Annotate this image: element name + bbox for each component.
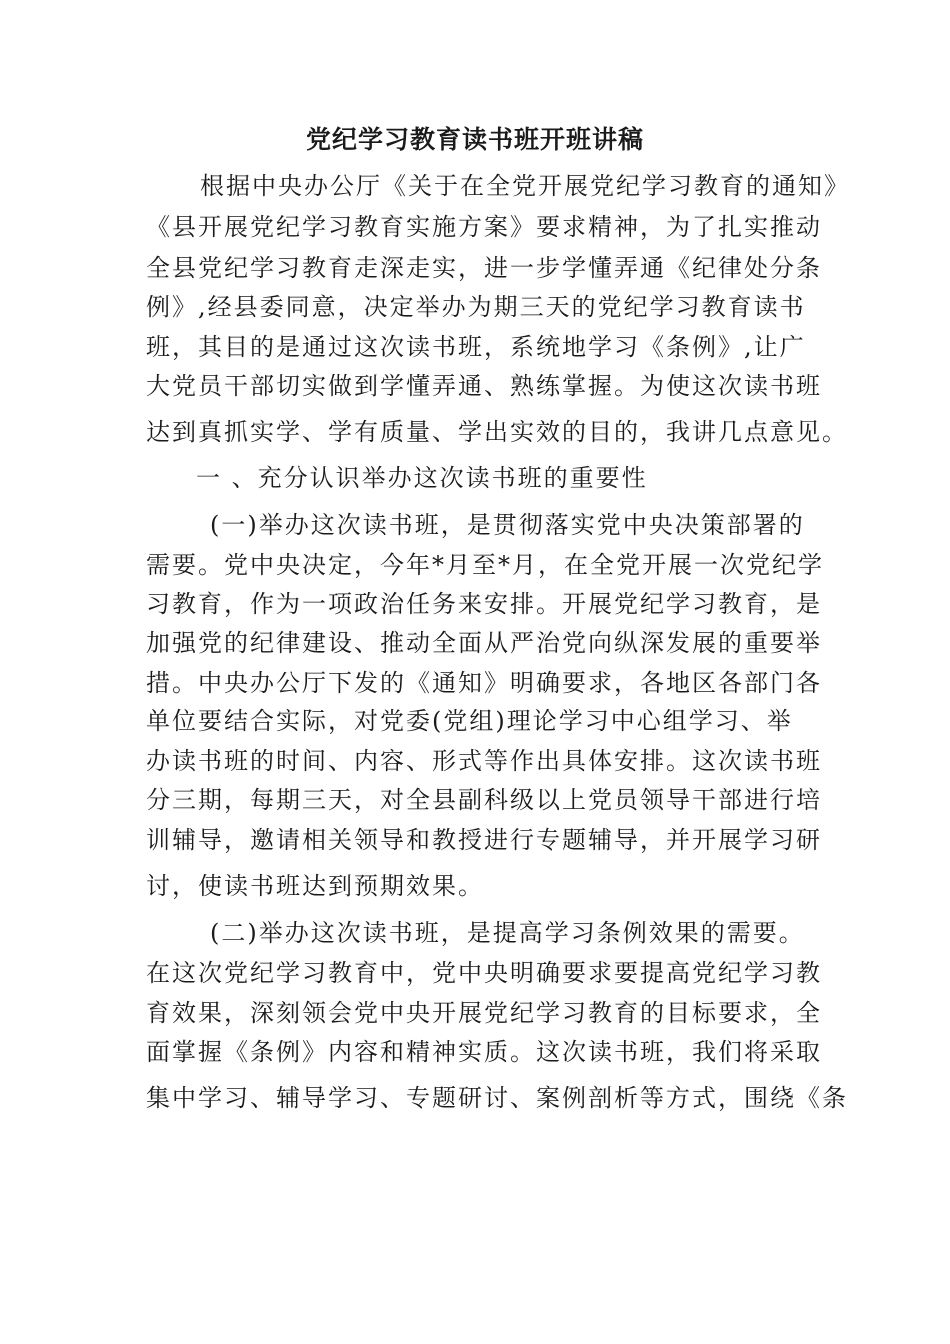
intro-line-5: 班，其目的是通过这次读书班，系统地学习《条例》,让广 [146,333,806,361]
sub1-line-5: 措。中央办公厅下发的《通知》明确要求，各地区各部门各 [146,669,822,697]
sub1-line-6: 单位要结合实际，对党委(党组)理论学习中心组学习、举 [146,707,793,735]
intro-line-2: 《县开展党纪学习教育实施方案》要求精神，为了扎实推动 [146,213,822,241]
intro-line-7: 达到真抓实学、学有质量、学出实效的目的，我讲几点意见。 [146,418,848,446]
sub1-line-9: 训辅导，邀请相关领导和教授进行专题辅导，并开展学习研 [146,826,822,854]
document-title: 党纪学习教育读书班开班讲稿 [305,125,644,154]
sub2-line-4: 面掌握《条例》内容和精神实质。这次读书班，我们将采取 [146,1038,822,1066]
section-1-heading: 一 、充分认识举办这次读书班的重要性 [196,464,648,492]
sub1-line-3: 习教育，作为一项政治任务来安排。开展党纪学习教育，是 [146,590,822,618]
sub2-line-3: 育效果，深刻领会党中央开展党纪学习教育的目标要求，全 [146,999,822,1027]
intro-line-4: 例》,经县委同意，决定举办为期三天的党纪学习教育读书 [146,293,806,321]
sub1-line-8: 分三期，每期三天，对全县副科级以上党员领导干部进行培 [146,786,822,814]
sub2-line-2: 在这次党纪学习教育中，党中央明确要求要提高党纪学习教 [146,959,822,987]
sub2-line-1: (二)举办这次读书班，是提高学习条例效果的需要。 [210,919,805,947]
sub1-line-7: 办读书班的时间、内容、形式等作出具体安排。这次读书班 [146,747,822,775]
sub2-line-5: 集中学习、辅导学习、专题研讨、案例剖析等方式，围绕《条 [146,1084,848,1112]
sub1-line-2: 需要。党中央决定，今年*月至*月，在全党开展一次党纪学 [146,551,824,579]
intro-line-3: 全县党纪学习教育走深走实，进一步学懂弄通《纪律处分条 [146,254,822,282]
sub1-line-4: 加强党的纪律建设、推动全面从严治党向纵深发展的重要举 [146,629,822,657]
sub1-line-1: (一)举办这次读书班，是贯彻落实党中央决策部署的 [210,511,805,539]
sub1-line-10: 讨，使读书班达到预期效果。 [146,872,484,900]
intro-line-6: 大党员干部切实做到学懂弄通、熟练掌握。为使这次读书班 [146,372,822,400]
intro-line-1: 根据中央办公厅《关于在全党开展党纪学习教育的通知》 [200,172,850,200]
